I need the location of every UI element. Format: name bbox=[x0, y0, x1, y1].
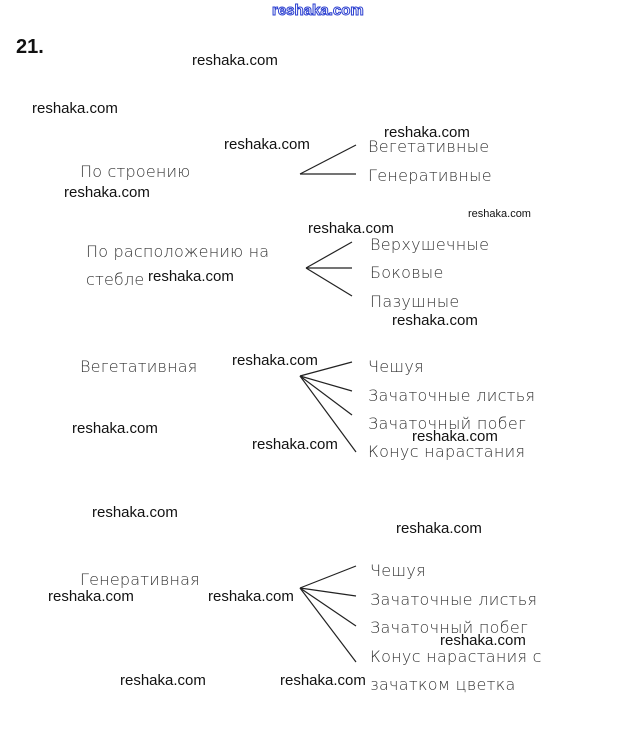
watermark: reshaka.com bbox=[148, 268, 234, 285]
leaf-item: зачатком цветка bbox=[370, 675, 516, 694]
watermark: reshaka.com bbox=[32, 100, 118, 117]
task-number: 21. bbox=[16, 36, 44, 58]
watermark: reshaka.com bbox=[308, 220, 394, 237]
category-by-structure: По строению bbox=[80, 162, 191, 181]
watermark: reshaka.com bbox=[208, 588, 294, 605]
leaf-item: Зачаточный побег bbox=[368, 414, 527, 433]
leaf-item: Боковые bbox=[370, 263, 444, 282]
watermark: reshaka.com bbox=[252, 436, 338, 453]
watermark: reshaka.com bbox=[92, 504, 178, 521]
leaf-item: Верхушечные bbox=[370, 235, 490, 254]
leaf-item: Пазушные bbox=[370, 292, 460, 311]
leaf-item: Зачаточные листья bbox=[370, 590, 538, 609]
leaf-item: Конус нарастания bbox=[368, 442, 526, 461]
branch-line bbox=[300, 588, 356, 626]
leaf-item: Чешуя bbox=[370, 561, 426, 580]
branch-line bbox=[300, 376, 352, 391]
watermark: reshaka.com bbox=[396, 520, 482, 537]
branch-line bbox=[306, 242, 352, 268]
branch-line bbox=[300, 376, 352, 415]
watermark: reshaka.com bbox=[412, 428, 498, 445]
watermark: reshaka.com bbox=[384, 124, 470, 141]
leaf-item: Зачаточные листья bbox=[368, 386, 536, 405]
header-watermark: reshaka.com bbox=[272, 2, 364, 19]
leaf-item: Конус нарастания с bbox=[370, 647, 542, 666]
watermark: reshaka.com bbox=[64, 184, 150, 201]
watermark: reshaka.com bbox=[48, 588, 134, 605]
leaf-item: Вегетативные bbox=[368, 137, 490, 156]
leaf-item: Зачаточный побег bbox=[370, 618, 529, 637]
category-by-position-line2: стебле bbox=[86, 270, 145, 289]
category-generative: Генеративная bbox=[80, 570, 200, 589]
watermark: reshaka.com bbox=[468, 208, 531, 220]
leaf-item: Чешуя bbox=[368, 357, 424, 376]
watermark: reshaka.com bbox=[120, 672, 206, 689]
category-by-position-line1: По расположению на bbox=[86, 242, 270, 261]
leaf-item: Генеративные bbox=[368, 166, 492, 185]
watermark: reshaka.com bbox=[224, 136, 310, 153]
watermark: reshaka.com bbox=[232, 352, 318, 369]
branch-line bbox=[300, 588, 356, 596]
watermark: reshaka.com bbox=[72, 420, 158, 437]
category-vegetative: Вегетативная bbox=[80, 357, 198, 376]
branch-line bbox=[300, 566, 356, 588]
watermark: reshaka.com bbox=[392, 312, 478, 329]
branch-line bbox=[300, 588, 356, 662]
watermark: reshaka.com bbox=[192, 52, 278, 69]
watermark: reshaka.com bbox=[280, 672, 366, 689]
branch-line bbox=[306, 268, 352, 296]
watermark: reshaka.com bbox=[440, 632, 526, 649]
